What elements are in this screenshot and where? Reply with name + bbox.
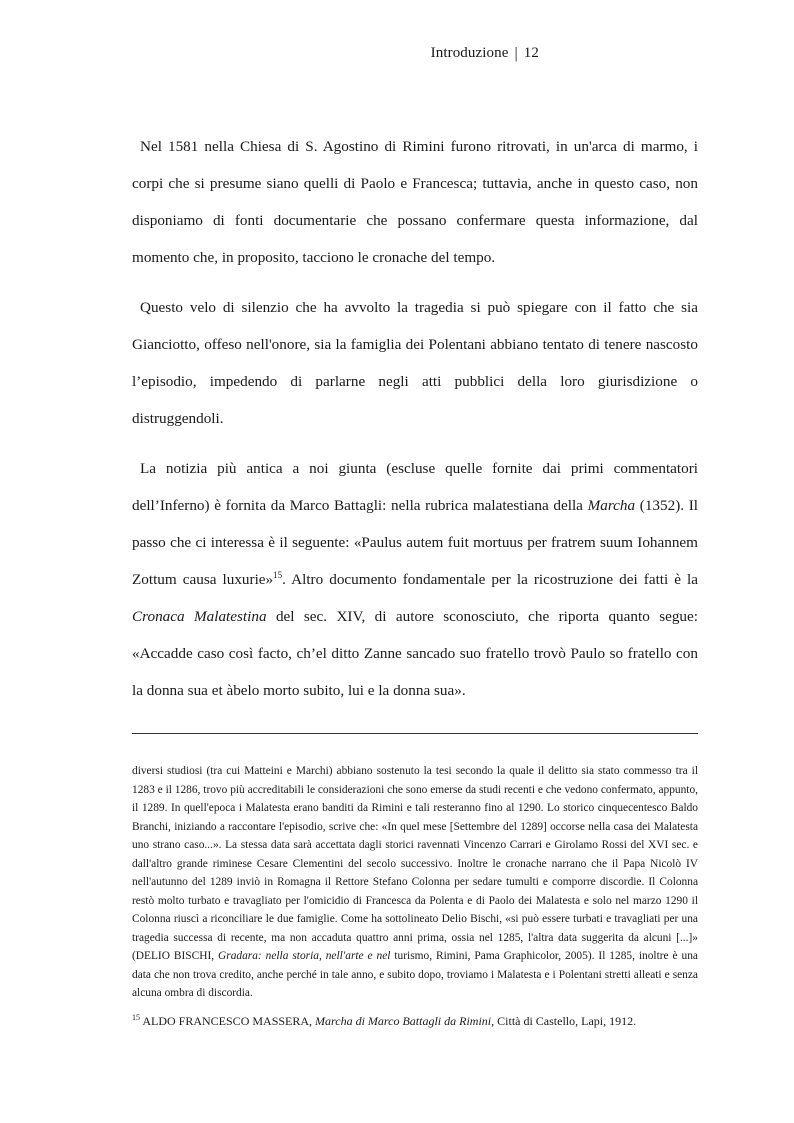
title-cronaca-malatestina: Cronaca Malatestina — [132, 608, 267, 625]
title-gradara: Gradara: nella storia, nell'arte e nel — [218, 950, 391, 962]
footnote-continued-text-a: diversi studiosi (tra cui Matteini e Marchi) abbiano sostenuto la tesi secondo la quale il delitto sia stato commesso tra il 1283 e il 1286, trovo più accreditabili le considerazioni che sono emerse da studi recenti e che vedono confermato, appunto, il 1289. In quell'epoca i Malatesta erano banditi da Rimini e tali resteranno fino al 1290. Lo storico cinquecentesco Baldo Branchi, iniziando a raccontare l'episodio, scrive che: «In quel mese [Settembre del 1289] occorse nella casa dei Malatesta uno strano caso...». La stessa data sarà accettata dagli storici ravennati Vincenzo Carrari e Girolamo Rossi del XVI sec. e dall'altro grande riminese Cesare Clementini del secolo successivo. Inoltre le cronache narrano che il Papa Nicolò IV nell'autunno del 1289 inviò in Romagna il Rettore Stefano Colonna per sedare tumulti e comporre discordie. Il Colonna restò molto turbato e travagliato per l'omicidio di Francesca da Polenta e di Paolo dei Malatesta e solo nel marzo 1290 il Colonna riuscì a riconciliare le due famiglie. Come ha sottolineato Delio Bischi, «si può essere turbati e travagliati per una tragedia successa di recente, ma non accaduta quattro anni prima, ossia nel 1285, l'altra data suggerita da alcuni [...]» (DELIO BISCHI, — [132, 765, 698, 962]
footnote-15-title: Marcha di Marco Battagli da Rimini — [315, 1013, 492, 1028]
section-title: Introduzione — [430, 45, 509, 61]
footnote-continued-text-b: turismo, Rimini, Pama Graphicolor, 2005). Il 1285, inoltre è una data che non trova credito, anche perché in tale anno, e subito dopo, troviamo i Malatesta e i Polentani stretti alleati e senza alcuna ombra di discordia. — [132, 950, 698, 999]
title-marcha: Marcha — [587, 497, 636, 514]
paragraph-1: Nel 1581 nella Chiesa di S. Agostino di Rimini furono ritrovati, in un'arca di marmo, i corpi che si presume siano quelli di Paolo e Francesca; tuttavia, anche in questo caso, non disponiamo di fonti documentarie che possano confermare questa informazione, dal momento che, in proposito, tacciono le cronache del tempo. — [132, 138, 698, 266]
footnote-15-rest: , Città di Castello, Lapi, 1912. — [491, 1013, 637, 1028]
paragraph-3-text-c: . Altro documento fondamentale per la ricostruzione dei fatti è la — [282, 571, 699, 588]
footnote-15 — [132, 1012, 698, 1031]
main-text — [132, 128, 698, 722]
page-header — [0, 44, 539, 62]
paragraph-3-text-b: (1352). Il passo che ci interessa è il seguente: «Paulus autem fuit mortuus per fratrem suum Iohannem Zottum causa luxurie» — [132, 497, 698, 588]
paragraph-2: Questo velo di silenzio che ha avvolto la tragedia si può spiegare con il fatto che sia Gianciotto, offeso nell'onore, sia la famiglia dei Polentani abbiano tentato di tenere nascosto l’episodio, impedendo di parlarne negli atti pubblici della loro giurisdizione o distruggendoli. — [132, 299, 698, 427]
footnote-15-number: 15 — [132, 1012, 140, 1022]
footnote-15-author: ALDO FRANCESCO MASSERA, — [140, 1013, 316, 1028]
footnote-continued — [132, 762, 698, 1003]
paragraph-3 — [132, 450, 698, 709]
page-number: 12 — [523, 45, 539, 61]
footnote-separator — [132, 733, 698, 734]
paragraph-3-text-a: La notizia più antica a noi giunta (escluse quelle fornite dai primi commentatori dell’Inferno) è fornita da Marco Battagli: nella rubrica malatestiana della — [132, 460, 698, 514]
paragraph-3-text-d: del sec. XIV, di autore sconosciuto, che riporta quanto segue: «Accadde caso così facto, ch’el ditto Zanne sancado suo fratello trovò Paulo so fratello con la donna sua et àbelo morto subito, lui e la donna sua». — [132, 608, 698, 699]
footnotes — [132, 762, 698, 1030]
footnote-ref-15[interactable]: 15 — [273, 570, 283, 580]
header-separator: | — [514, 45, 518, 62]
